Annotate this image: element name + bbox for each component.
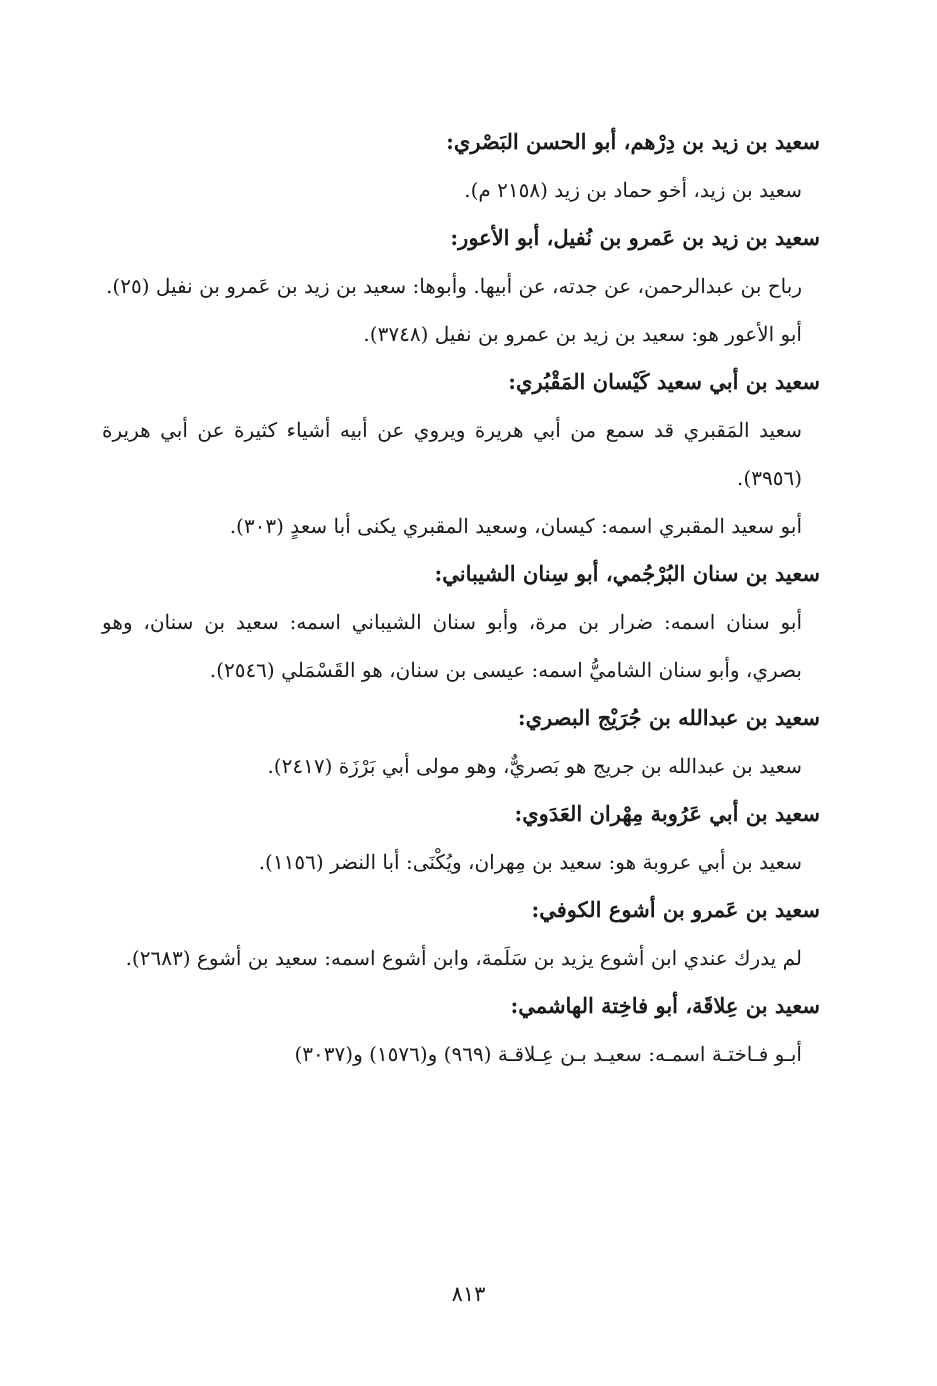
entry-paragraph: رباح بن عبدالرحمن، عن جدته، عن أبيها. وأبوها: سعيد بن زيد بن عَمرو بن نفيل (٢٥). [106,274,802,298]
entry-heading: سعيد بن زيد بن عَمرو بن نُفيل، أبو الأعور: [450,225,820,250]
entry-heading: سعيد بن أبي عَرُوبة مِهْران العَدَوي: [514,801,820,826]
entry-heading: سعيد بن عَمرو بن أشوع الكوفي: [531,897,820,922]
entry-paragraph: أبو الأعور هو: سعيد بن زيد بن عمرو بن نفيل (٣٧٤٨). [363,322,802,346]
entry-heading: سعيد بن زيد بن دِرْهم، أبو الحسن البَصْري: [446,129,820,154]
entry-said-bin-ilaqa [102,982,820,1078]
page-body [102,118,820,1078]
entry-paragraph: أبـو فـاختـة اسمـه: سعيـد بـن عِـلاقـة (٩٦٩) و(١٥٧٦) و(٣٠٣٧) [294,1042,802,1066]
entry-said-bin-zayd-bin-amr [102,214,820,358]
entry-said-bin-sinan [102,550,820,694]
entry-heading: سعيد بن عِلاقَة، أبو فاخِتة الهاشمي: [510,993,820,1018]
entry-said-bin-amr-bin-ashwa [102,886,820,982]
entry-paragraph: سعيد بن أبي عروبة هو: سعيد بن مِهران، ويُكْنَى: أبا النضر (١١٥٦). [258,850,802,874]
entry-paragraph: أبو سعيد المقبري اسمه: كيسان، وسعيد المقبري يكنى أبا سعدٍ (٣٠٣). [229,514,802,538]
entry-paragraph: لم يدرك عندي ابن أشوع يزيد بن سَلَمة، وابن أشوع اسمه: سعيد بن أشوع (٢٦٨٣). [125,946,802,970]
entry-paragraph: سعيد بن عبدالله بن جريج هو بَصريٌّ، وهو مولى أبي بَرْزَة (٢٤١٧). [267,754,802,778]
entry-heading: سعيد بن عبدالله بن جُرَيْج البصري: [517,705,820,730]
entry-said-bin-zayd-bin-dirham [102,118,820,214]
entry-paragraph: سعيد بن زيد، أخو حماد بن زيد (٢١٥٨ م). [464,178,802,202]
entry-heading: سعيد بن أبي سعيد كَيْسان المَقْبُري: [508,369,820,394]
entry-said-bin-abdullah-bin-jurayj [102,694,820,790]
entry-said-bin-abi-aruba [102,790,820,886]
entry-said-bin-abi-said-al-maqburi [102,358,820,550]
entry-heading: سعيد بن سنان البُرْجُمي، أبو سِنان الشيباني: [434,561,820,586]
entry-paragraph: سعيد المَقبري قد سمع من أبي هريرة ويروي عن أبيه أشياء كثيرة عن أبي هريرة (٣٩٥٦). [102,418,802,490]
entry-paragraph: أبو سنان اسمه: ضرار بن مرة، وأبو سنان الشيباني اسمه: سعيد بن سنان، وهو بصري، وأبو سنان الشاميُّ اسمه: عيسى بن سنان، هو القَسْمَلي (٢٥٤٦). [102,610,802,682]
page-number: ٨١٣ [451,1282,486,1306]
